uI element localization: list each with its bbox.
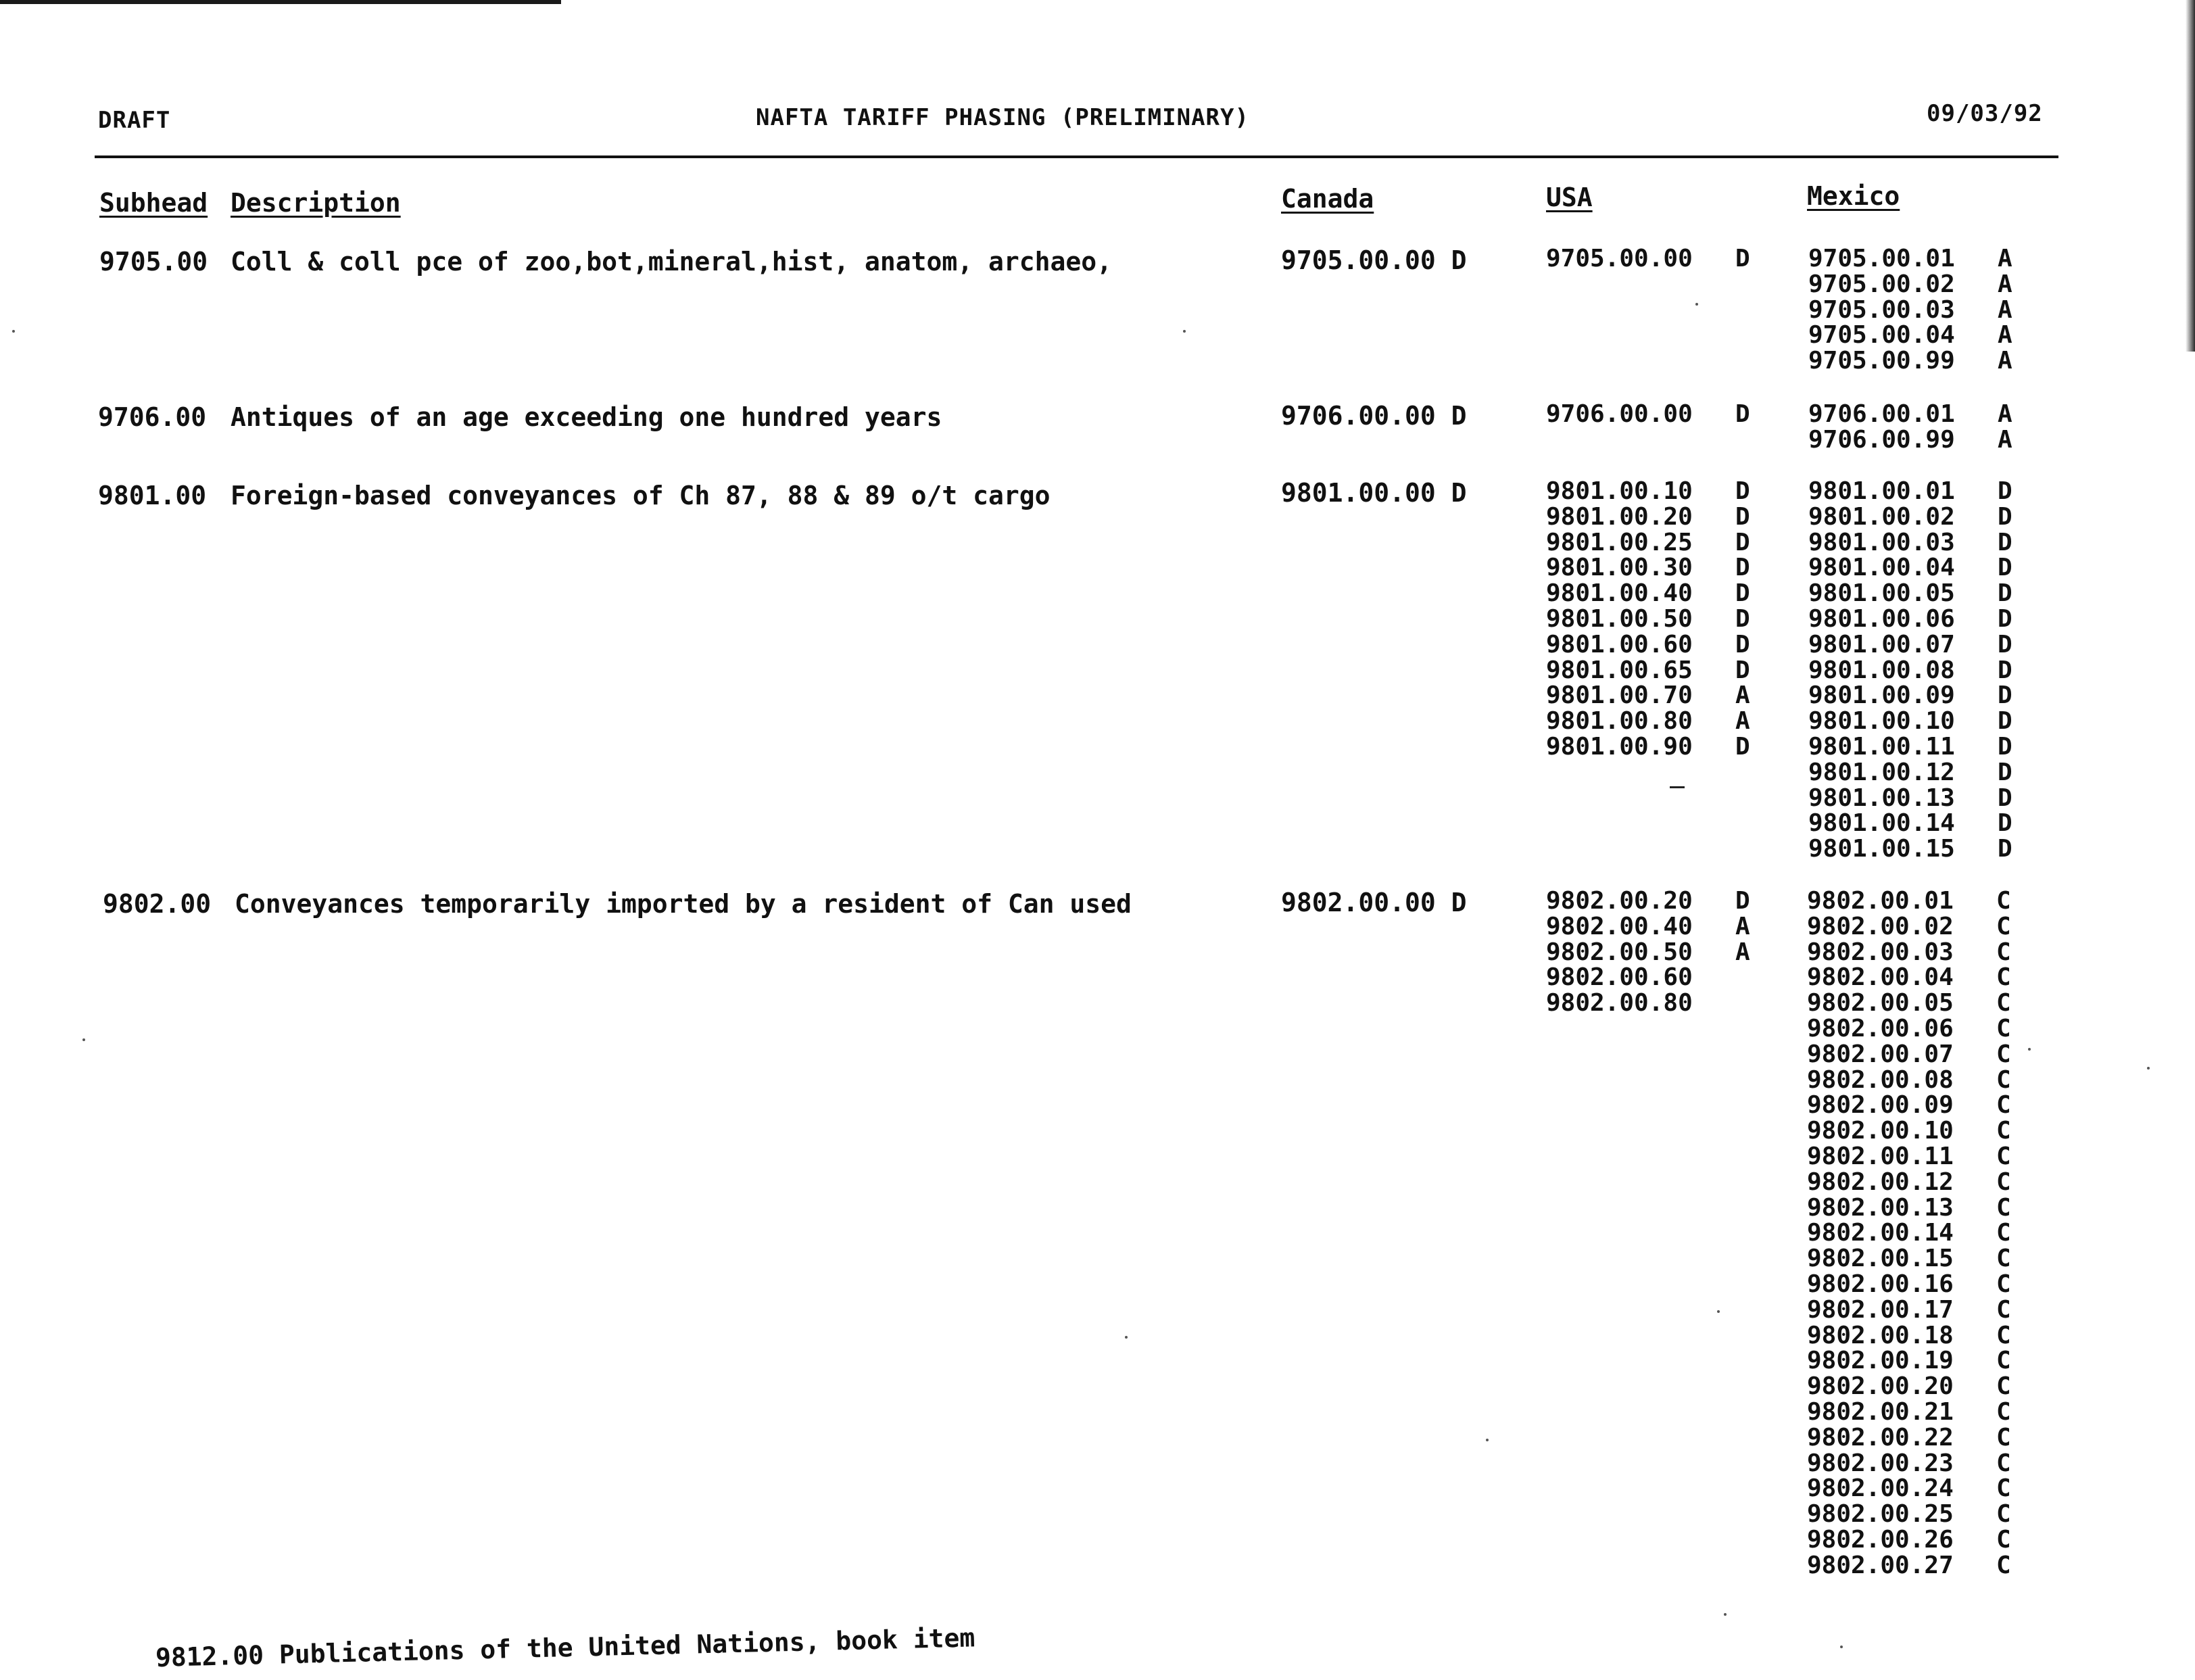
- tariff-code-entry: [1546, 709, 1750, 734]
- tariff-code: 9802.00.03: [1807, 938, 1954, 966]
- tariff-code: 9801.00.03: [1808, 528, 1955, 556]
- scan-speck: [1724, 1613, 1727, 1616]
- staging-category: D: [1998, 554, 2012, 582]
- tariff-code-entry: [1807, 990, 2011, 1016]
- tariff-code-entry: [1807, 1323, 2011, 1349]
- tariff-code-entry: [1807, 1246, 2011, 1272]
- tariff-code: 9802.00.24: [1807, 1474, 1954, 1503]
- tariff-code-entry: [1546, 402, 1750, 427]
- tariff-code: 9802.00.14: [1807, 1219, 1954, 1247]
- staging-category: A: [1998, 295, 2012, 324]
- tariff-code-entry: [1807, 1451, 2011, 1477]
- column-header-subhead: Subhead: [99, 188, 208, 218]
- column-header-mexico: Mexico: [1807, 181, 1900, 211]
- tariff-code-entry: [1807, 965, 2011, 990]
- tariff-code: 9802.00.26: [1807, 1525, 1954, 1554]
- tariff-code: 9802.00.17: [1807, 1295, 1954, 1324]
- staging-category: A: [1998, 270, 2012, 298]
- staging-category: D: [1735, 477, 1750, 505]
- tariff-code: 9705.00.03: [1808, 295, 1955, 324]
- staging-category: D: [1998, 809, 2012, 838]
- tariff-code-entry: [1808, 786, 2012, 811]
- tariff-code-entry: [1546, 658, 1750, 683]
- tariff-code: 9802.00.23: [1807, 1449, 1954, 1477]
- staging-category: D: [1735, 604, 1750, 633]
- staging-category: C: [1996, 1372, 2011, 1401]
- row-subhead: 9705.00: [99, 247, 208, 277]
- column-header-usa: USA: [1546, 183, 1593, 212]
- tariff-code-entry: [1808, 658, 2012, 683]
- tariff-code: 9801.00.11: [1808, 732, 1955, 761]
- row-canada-code: 9705.00.00 D: [1281, 245, 1467, 275]
- tariff-code-entry: [1807, 1093, 2011, 1118]
- staging-category: A: [1998, 400, 2012, 428]
- staging-category: C: [1996, 1193, 2011, 1222]
- staging-category: C: [1996, 989, 2011, 1017]
- tariff-code-entry: [1807, 1527, 2011, 1553]
- tariff-code-entry: [1808, 709, 2012, 734]
- staging-category: C: [1996, 1525, 2011, 1554]
- tariff-code-entry: [1807, 1297, 2011, 1323]
- scan-speck: [1125, 1336, 1128, 1339]
- staging-category: C: [1996, 1014, 2011, 1042]
- scan-speck: [1840, 1646, 1843, 1648]
- staging-category: C: [1996, 1142, 2011, 1170]
- tariff-code: 9706.00.01: [1808, 400, 1955, 428]
- staging-category: C: [1996, 963, 2011, 992]
- staging-category: D: [1735, 554, 1750, 582]
- staging-category: C: [1996, 1245, 2011, 1273]
- tariff-code-entry: [1808, 246, 2012, 272]
- tariff-code-entry: [1808, 504, 2012, 530]
- tariff-code-entry: [1808, 632, 2012, 658]
- tariff-code-entry: [1808, 683, 2012, 709]
- row-subhead: 9801.00: [98, 481, 207, 510]
- tariff-code-entry: [1807, 1553, 2011, 1579]
- usa-code-list: [1546, 246, 1750, 272]
- tariff-code-entry: [1546, 914, 1750, 940]
- document-date: 09/03/92: [1927, 100, 2043, 127]
- staging-category: C: [1996, 1065, 2011, 1094]
- staging-category: D: [1735, 579, 1750, 608]
- tariff-code-entry: [1546, 555, 1750, 581]
- staging-category: D: [1998, 707, 2012, 736]
- staging-category: C: [1996, 1040, 2011, 1068]
- tariff-code: 9802.00.02: [1807, 912, 1954, 940]
- staging-category: D: [1998, 835, 2012, 863]
- tariff-code-entry: [1807, 1399, 2011, 1425]
- tariff-code-entry: [1808, 272, 2012, 297]
- staging-category: D: [1735, 502, 1750, 531]
- tariff-code: 9802.00.09: [1807, 1091, 1954, 1120]
- tariff-code: 9706.00.00: [1546, 400, 1693, 428]
- tariff-code: 9801.00.20: [1546, 502, 1693, 531]
- tariff-code-entry: [1808, 402, 2012, 427]
- tariff-code-entry: [1807, 1170, 2011, 1195]
- tariff-code-entry: [1808, 297, 2012, 323]
- tariff-code: 9802.00.20: [1546, 887, 1693, 915]
- tariff-code-entry: [1808, 555, 2012, 581]
- staging-category: C: [1996, 1449, 2011, 1477]
- tariff-code-entry: [1808, 427, 2012, 453]
- staging-category: D: [1998, 502, 2012, 531]
- tariff-code: 9802.00.18: [1807, 1321, 1954, 1349]
- tariff-code-entry: [1807, 1374, 2011, 1399]
- staging-category: D: [1998, 630, 2012, 658]
- staging-category: A: [1998, 321, 2012, 350]
- row-canada-code: 9802.00.00 D: [1281, 888, 1467, 917]
- scan-speck: [1486, 1439, 1489, 1441]
- staging-category: D: [1735, 400, 1750, 428]
- tariff-code: 9705.00.99: [1808, 347, 1955, 375]
- tariff-code-entry: [1807, 1016, 2011, 1042]
- tariff-code: 9801.00.90: [1546, 732, 1693, 761]
- staging-category: C: [1996, 1219, 2011, 1247]
- tariff-code: 9705.00.01: [1808, 245, 1955, 272]
- tariff-code-entry: [1546, 530, 1750, 556]
- tariff-code-entry: [1808, 606, 2012, 632]
- scan-speck: [1695, 303, 1698, 306]
- tariff-code: 9802.00.15: [1807, 1245, 1954, 1273]
- tariff-code: 9802.00.25: [1807, 1500, 1954, 1529]
- tariff-code-entry: [1807, 1476, 2011, 1502]
- tariff-code: 9801.00.10: [1808, 707, 1955, 736]
- staging-category: D: [1998, 681, 2012, 710]
- tariff-code: 9705.00.02: [1808, 270, 1955, 298]
- tariff-code-entry: [1807, 940, 2011, 965]
- usa-code-list: [1546, 402, 1750, 427]
- staging-category: D: [1998, 477, 2012, 505]
- tariff-code: 9802.00.06: [1807, 1014, 1954, 1042]
- staging-category: D: [1735, 732, 1750, 761]
- tariff-code: 9802.00.22: [1807, 1423, 1954, 1451]
- staging-category: D: [1998, 528, 2012, 556]
- scan-edge-right: [2186, 0, 2195, 352]
- tariff-code: 9802.00.01: [1807, 887, 1954, 915]
- tariff-code: 9801.00.01: [1808, 477, 1955, 505]
- tariff-code: 9801.00.13: [1808, 784, 1955, 812]
- staging-category: C: [1996, 1347, 2011, 1375]
- staging-category: C: [1996, 887, 2011, 915]
- staging-category: C: [1996, 1474, 2011, 1503]
- row-canada-code: 9706.00.00 D: [1281, 401, 1467, 431]
- tariff-code-entry: [1546, 940, 1750, 965]
- staging-category: A: [1998, 347, 2012, 375]
- tariff-code: 9706.00.99: [1808, 425, 1955, 454]
- tariff-code-entry: [1807, 1502, 2011, 1527]
- row-description: Conveyances temporarily imported by a resident of Can used: [235, 889, 1132, 919]
- tariff-code: 9801.00.40: [1546, 579, 1693, 608]
- scan-speck: [82, 1038, 85, 1041]
- staging-category: A: [1735, 912, 1750, 940]
- scan-speck: [2147, 1067, 2150, 1070]
- tariff-code: 9801.00.12: [1808, 758, 1955, 786]
- tariff-code-entry: [1807, 888, 2011, 914]
- staging-category: C: [1996, 1500, 2011, 1529]
- tariff-code-entry: [1808, 836, 2012, 862]
- tariff-code: 9802.00.27: [1807, 1551, 1954, 1579]
- tariff-code: 9801.00.02: [1808, 502, 1955, 531]
- cut-off-footer-line: 9812.00 Publications of the United Nations, book item: [155, 1623, 975, 1673]
- document-title: NAFTA TARIFF PHASING (PRELIMINARY): [756, 104, 1249, 131]
- tariff-code: 9801.00.06: [1808, 604, 1955, 633]
- tariff-code: 9705.00.00: [1546, 245, 1693, 272]
- tariff-code: 9801.00.07: [1808, 630, 1955, 658]
- mexico-code-list: [1808, 479, 2012, 862]
- header-rule: [95, 155, 2058, 158]
- staging-category: C: [1996, 938, 2011, 966]
- tariff-code-entry: [1807, 1195, 2011, 1221]
- tariff-code: 9801.00.15: [1808, 835, 1955, 863]
- tariff-code: 9802.00.07: [1807, 1040, 1954, 1068]
- draft-label: DRAFT: [98, 107, 171, 134]
- staging-category: D: [1735, 887, 1750, 915]
- tariff-code: 9802.00.50: [1546, 938, 1693, 966]
- tariff-code-entry: [1808, 479, 2012, 504]
- tariff-code-entry: [1546, 479, 1750, 504]
- tariff-code-entry: [1808, 322, 2012, 348]
- staging-category: D: [1735, 630, 1750, 658]
- tariff-code-entry: [1546, 734, 1750, 760]
- staging-category: D: [1998, 579, 2012, 608]
- tariff-code: 9802.00.80: [1546, 989, 1693, 1017]
- tariff-code: 9801.00.10: [1546, 477, 1693, 505]
- tariff-code-entry: [1807, 1348, 2011, 1374]
- tariff-code: 9801.00.30: [1546, 554, 1693, 582]
- staging-category: C: [1996, 1168, 2011, 1196]
- staging-category: A: [1735, 938, 1750, 966]
- tariff-code: 9801.00.60: [1546, 630, 1693, 658]
- tariff-code: 9801.00.09: [1808, 681, 1955, 710]
- tariff-code-entry: [1807, 1272, 2011, 1297]
- tariff-code: 9802.00.05: [1807, 989, 1954, 1017]
- staging-category: C: [1996, 1091, 2011, 1120]
- scan-edge-top: [0, 0, 561, 4]
- tariff-code: 9802.00.10: [1807, 1117, 1954, 1145]
- tariff-code-entry: [1546, 246, 1750, 272]
- column-header-canada: Canada: [1281, 184, 1374, 214]
- usa-code-list: [1546, 888, 1750, 1016]
- staging-category: C: [1996, 1117, 2011, 1145]
- tariff-code-entry: [1546, 683, 1750, 709]
- staging-category: D: [1998, 758, 2012, 786]
- staging-category: C: [1996, 1397, 2011, 1426]
- stray-dash-mark: [1670, 786, 1685, 788]
- tariff-code: 9802.00.21: [1807, 1397, 1954, 1426]
- scan-speck: [2028, 1048, 2031, 1051]
- tariff-code: 9801.00.70: [1546, 681, 1693, 710]
- staging-category: C: [1996, 1295, 2011, 1324]
- tariff-code: 9802.00.12: [1807, 1168, 1954, 1196]
- tariff-code-entry: [1807, 1425, 2011, 1451]
- scan-speck: [12, 330, 15, 333]
- row-description: Foreign-based conveyances of Ch 87, 88 & 89 o/t cargo: [231, 481, 1051, 510]
- row-subhead: 9802.00: [103, 889, 212, 919]
- staging-category: D: [1998, 732, 2012, 761]
- tariff-code-entry: [1808, 530, 2012, 556]
- tariff-code-entry: [1808, 811, 2012, 836]
- tariff-code: 9802.00.16: [1807, 1270, 1954, 1298]
- tariff-code-entry: [1807, 1067, 2011, 1093]
- staging-category: C: [1996, 912, 2011, 940]
- tariff-code: 9705.00.04: [1808, 321, 1955, 350]
- tariff-code: 9801.00.08: [1808, 656, 1955, 684]
- mexico-code-list: [1807, 888, 2011, 1579]
- row-subhead: 9706.00: [98, 402, 207, 432]
- tariff-code-entry: [1546, 888, 1750, 914]
- tariff-code: 9801.00.04: [1808, 554, 1955, 582]
- tariff-code: 9802.00.11: [1807, 1142, 1954, 1170]
- tariff-code-entry: [1808, 734, 2012, 760]
- tariff-code-entry: [1546, 990, 1750, 1016]
- tariff-code-entry: [1808, 348, 2012, 374]
- staging-category: C: [1996, 1551, 2011, 1579]
- tariff-code: 9801.00.65: [1546, 656, 1693, 684]
- tariff-code: 9802.00.40: [1546, 912, 1693, 940]
- tariff-code-entry: [1808, 581, 2012, 606]
- tariff-code: 9802.00.13: [1807, 1193, 1954, 1222]
- staging-category: D: [1735, 656, 1750, 684]
- tariff-code-entry: [1807, 1042, 2011, 1067]
- staging-category: C: [1996, 1270, 2011, 1298]
- tariff-code-entry: [1546, 581, 1750, 606]
- tariff-code: 9802.00.20: [1807, 1372, 1954, 1401]
- tariff-code: 9801.00.25: [1546, 528, 1693, 556]
- row-canada-code: 9801.00.00 D: [1281, 478, 1467, 508]
- column-header-description: Description: [231, 188, 401, 218]
- tariff-code-entry: [1808, 760, 2012, 786]
- tariff-code-entry: [1546, 632, 1750, 658]
- tariff-code-entry: [1807, 1118, 2011, 1144]
- staging-category: A: [1735, 681, 1750, 710]
- scan-speck: [1717, 1310, 1720, 1313]
- row-description: Antiques of an age exceeding one hundred years: [231, 402, 942, 432]
- tariff-code: 9801.00.14: [1808, 809, 1955, 838]
- tariff-code-entry: [1807, 1144, 2011, 1170]
- tariff-code: 9801.00.05: [1808, 579, 1955, 608]
- tariff-code: 9801.00.50: [1546, 604, 1693, 633]
- tariff-code-entry: [1807, 914, 2011, 940]
- staging-category: C: [1996, 1423, 2011, 1451]
- staging-category: C: [1996, 1321, 2011, 1349]
- tariff-code-entry: [1807, 1220, 2011, 1246]
- staging-category: A: [1998, 425, 2012, 454]
- staging-category: A: [1735, 707, 1750, 736]
- tariff-code: 9802.00.04: [1807, 963, 1954, 992]
- tariff-code-entry: [1546, 606, 1750, 632]
- tariff-code: 9802.00.19: [1807, 1347, 1954, 1375]
- staging-category: A: [1998, 245, 2012, 272]
- staging-category: D: [1998, 604, 2012, 633]
- mexico-code-list: [1808, 246, 2012, 374]
- staging-category: D: [1735, 528, 1750, 556]
- tariff-code-entry: [1546, 965, 1750, 990]
- staging-category: D: [1998, 656, 2012, 684]
- usa-code-list: [1546, 479, 1750, 760]
- tariff-code: 9801.00.80: [1546, 707, 1693, 736]
- staging-category: D: [1735, 245, 1750, 272]
- staging-category: D: [1998, 784, 2012, 812]
- mexico-code-list: [1808, 402, 2012, 453]
- tariff-code: 9802.00.60: [1546, 963, 1693, 992]
- tariff-code: 9802.00.08: [1807, 1065, 1954, 1094]
- tariff-code-entry: [1546, 504, 1750, 530]
- row-description: Coll & coll pce of zoo,bot,mineral,hist, anatom, archaeo,: [231, 247, 1113, 277]
- scan-speck: [1183, 330, 1186, 333]
